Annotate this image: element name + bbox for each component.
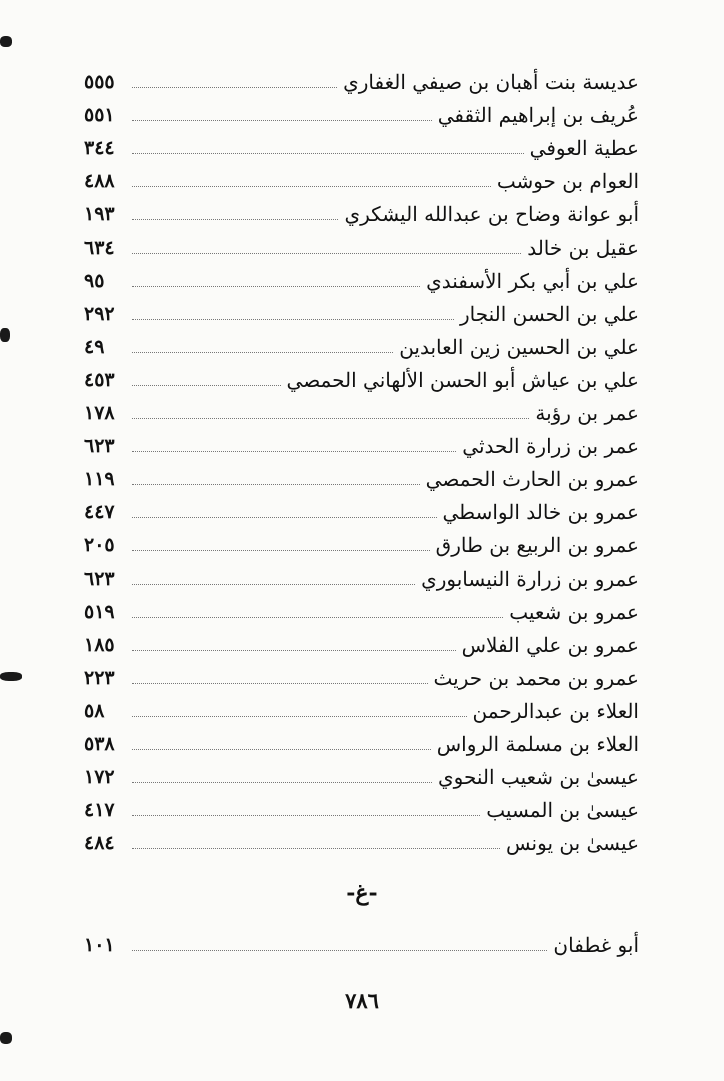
index-entry — [84, 327, 639, 360]
index-entry — [84, 294, 639, 327]
entry-name: علي بن عياش أبو الحسن الألهاني الحمصي — [286, 367, 639, 392]
index-entry — [84, 724, 639, 757]
index-entry — [84, 426, 639, 459]
entry-page-number: ٤٤٧ — [84, 501, 115, 524]
dot-leader — [132, 749, 431, 750]
index-entry — [84, 459, 639, 492]
entry-name: عُريف بن إبراهيم الثقفي — [437, 103, 639, 128]
entry-page-number: ٦٢٣ — [84, 567, 115, 590]
dot-leader — [132, 87, 337, 88]
entry-name: العلاء بن عبدالرحمن — [472, 698, 639, 723]
entry-name: عمرو بن الحارث الحمصي — [425, 467, 639, 492]
scan-mark — [0, 1032, 12, 1044]
scan-mark — [0, 672, 22, 681]
dot-leader — [132, 848, 500, 849]
index-entry — [84, 194, 639, 227]
entry-page-number: ٣٤٤ — [84, 137, 115, 160]
entry-name: عمرو بن زرارة النيسابوري — [421, 566, 639, 591]
index-entry — [84, 658, 639, 691]
entry-page-number: ١٨٥ — [84, 633, 115, 656]
dot-leader — [132, 385, 281, 386]
entry-page-number: ٤٩ — [84, 335, 105, 358]
index-entry — [84, 360, 639, 393]
entry-page-number: ٢٠٥ — [84, 534, 115, 557]
entry-page-number: ٤٥٣ — [84, 368, 115, 391]
entry-name: أبو غطفان — [553, 933, 639, 958]
entry-name: العلاء بن مسلمة الرواس — [436, 731, 639, 756]
index-entry — [84, 95, 639, 128]
entry-name: عمرو بن الربيع بن طارق — [435, 533, 639, 558]
entry-page-number: ٢٢٣ — [84, 666, 115, 689]
entry-page-number: ٥٥٥ — [84, 71, 115, 94]
dot-leader — [132, 451, 456, 452]
index-entry — [84, 492, 639, 525]
entry-name: عيسىٰ بن المسيب — [486, 798, 639, 823]
entry-name: عمرو بن علي الفلاس — [461, 632, 639, 657]
index-entry — [84, 823, 639, 856]
section-heading-ghain: -غ- — [346, 880, 378, 906]
entry-name: عمرو بن محمد بن حريث — [433, 665, 639, 690]
dot-leader — [132, 782, 432, 783]
dot-leader — [132, 584, 415, 585]
dot-leader — [132, 153, 524, 154]
dot-leader — [132, 550, 430, 551]
entry-page-number: ٥٨ — [84, 699, 105, 722]
dot-leader — [132, 683, 428, 684]
dot-leader — [132, 418, 529, 419]
entry-name: العوام بن حوشب — [496, 169, 639, 194]
entry-page-number: ٥٥١ — [84, 104, 115, 127]
index-entry — [84, 525, 639, 558]
entry-page-number: ٤٨٤ — [84, 832, 115, 855]
index-entry — [84, 790, 639, 823]
index-entry — [84, 691, 639, 724]
index-entry — [84, 393, 639, 426]
entry-page-number: ٦٣٤ — [84, 236, 115, 259]
entry-page-number: ١١٩ — [84, 468, 115, 491]
dot-leader — [132, 650, 456, 651]
index-entry — [84, 261, 639, 294]
entry-name: علي بن الحسين زين العابدين — [399, 334, 639, 359]
dot-leader — [132, 186, 491, 187]
scan-mark — [0, 328, 10, 342]
entry-name: عقيل بن خالد — [527, 235, 639, 260]
index-list — [84, 62, 639, 856]
index-entry — [84, 128, 639, 161]
entry-page-number: ١٧٨ — [84, 402, 115, 425]
entry-page-number: ٩٥ — [84, 269, 105, 292]
entry-name: عيسىٰ بن شعيب النحوي — [437, 765, 639, 790]
entry-name: أبو عوانة وضاح بن عبدالله اليشكري — [344, 202, 639, 227]
dot-leader — [132, 219, 338, 220]
index-entry — [84, 161, 639, 194]
index-entry — [84, 757, 639, 790]
entry-name: عمر بن زرارة الحدثي — [462, 434, 639, 459]
entry-name: عمرو بن شعيب — [509, 599, 639, 624]
dot-leader — [132, 716, 467, 717]
dot-leader — [132, 950, 547, 951]
dot-leader — [132, 617, 503, 618]
entry-name: عمرو بن خالد الواسطي — [442, 500, 639, 525]
index-entry — [84, 227, 639, 260]
index-entry — [84, 592, 639, 625]
dot-leader — [132, 517, 437, 518]
entry-page-number: ١٠١ — [84, 934, 115, 957]
entry-name: عديسة بنت أهبان بن صيفي الغفاري — [343, 70, 639, 95]
entry-name: علي بن أبي بكر الأسفندي — [426, 268, 639, 293]
index-entry — [84, 625, 639, 658]
entry-name: عطية العوفي — [529, 136, 639, 161]
section-list-ghain — [84, 925, 639, 958]
entry-page-number: ٦٢٣ — [84, 435, 115, 458]
entry-page-number: ١٩٣ — [84, 203, 115, 226]
entry-name: عيسىٰ بن يونس — [506, 831, 639, 856]
entry-page-number: ٥٣٨ — [84, 732, 115, 755]
entry-name: عمر بن رؤبة — [535, 401, 639, 426]
index-entry — [84, 925, 639, 958]
dot-leader — [132, 286, 420, 287]
index-entry — [84, 62, 639, 95]
scan-mark — [0, 36, 12, 47]
entry-page-number: ٥١٩ — [84, 600, 115, 623]
dot-leader — [132, 120, 432, 121]
dot-leader — [132, 352, 393, 353]
dot-leader — [132, 815, 480, 816]
dot-leader — [132, 253, 521, 254]
dot-leader — [132, 319, 454, 320]
entry-page-number: ٤٨٨ — [84, 170, 115, 193]
index-entry — [84, 558, 639, 591]
dot-leader — [132, 484, 420, 485]
entry-page-number: ٤١٧ — [84, 799, 115, 822]
entry-page-number: ١٧٢ — [84, 766, 115, 789]
entry-name: علي بن الحسن النجار — [459, 301, 639, 326]
entry-page-number: ٢٩٢ — [84, 302, 115, 325]
page-number: ٧٨٦ — [345, 988, 379, 1013]
